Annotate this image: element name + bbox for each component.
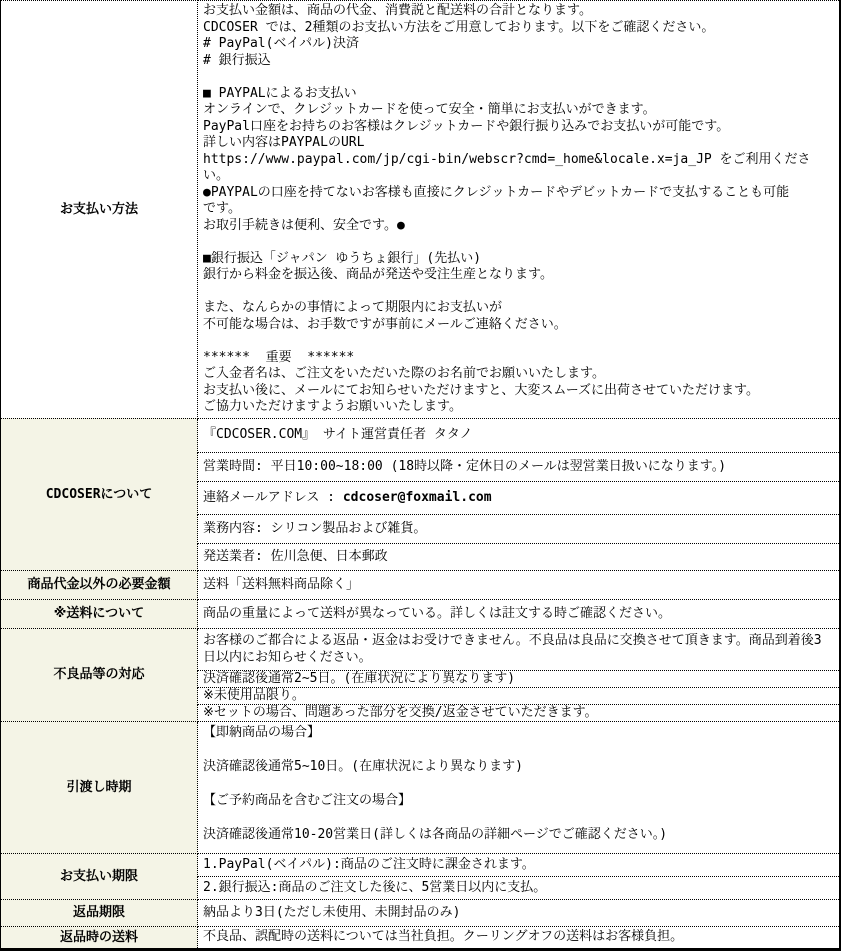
delivery-time-details [198,721,841,853]
row-header-delivery-time: 引渡し時期 [1,721,198,853]
text-line [203,809,834,826]
contact-email-row [198,481,841,514]
email-address: cdcoser@foxmail.com [342,489,492,505]
row-header-about-cdcoser: CDCOSERについて [1,418,198,570]
text-line: # 銀行振込 [203,52,271,68]
text-line: 決済確認後通常10-20営業日(詳しくは各商品の詳細ページでご確認ください。) [203,826,668,842]
text-line [203,333,834,350]
text-line: お支払い後に、メールにてお知らせいただけますと、大変スムーズに出荷させていただけます。 [203,382,760,398]
text-line: オンラインで、クレジットカードを使って安全・簡単にお支払いができます。 [203,102,656,117]
text-line: 決済確認後通常5~10日。(在庫状況により異なります) [203,758,523,774]
row-header-return-shipping: 返品時の送料 [1,926,198,949]
defective-policy-returns: お客様のご都合による返品・返金はお受けできません。不良品は良品に交換させて頂きます。商品到着後3日以内にお知らせください。 [198,628,841,670]
text-line: 銀行から料金を振込後、商品が発送や受注生産となります。 [203,267,553,282]
text-line [203,741,834,758]
extra-fees-detail: 送料「送料無料商品除く」 [198,570,841,599]
text-line: ■銀行振込「ジャパン ゆうちょ銀行」(先払い) [203,250,482,266]
text-line: # PayPal(ベイパル)決済 [203,36,360,51]
text-line: 不可能な場合は、お手数ですが事前にメールご連絡ください。 [203,316,567,332]
row-header-payment-deadline: お支払い期限 [1,853,198,899]
row-header-extra-fees: 商品代金以外の必要金額 [1,570,198,599]
text-line: 【即納商品の場合】 [203,724,321,740]
text-line: また、なんらかの事情によって期限内にお支払いが [203,300,503,315]
return-deadline-detail: 納品より3日(ただし未使用、未開封品のみ) [198,899,841,926]
text-line: ●PAYPALの口座を持てないお客様も直接にクレジットカードやデビットカードで支払することも可能 [203,184,790,200]
payment-method-details [198,1,841,419]
text-line: ■ PAYPALによるお支払い [203,85,357,101]
text-line: CDCOSER では、2種類のお支払い方法をご用意しております。以下をご確認ください。 [203,19,715,35]
row-header-return-deadline: 返品期限 [1,899,198,926]
defective-policy-exchange-time: 決済確認後通常2~5日。(在庫状況により異なります) [198,670,841,687]
text-line: お支払い金額は、商品の代金、消費説と配送料の合計となります。 [203,3,592,18]
contact-email-label: 連絡メールアドレス : [203,489,343,505]
shipping-carriers: 発送業者: 佐川急便、日本郵政 [198,543,841,570]
payment-deadline-bank: 2.銀行振込:商品のご注文した後に、5営業日以内に支払。 [198,876,841,899]
text-line: https://www.paypal.com/jp/cgi-bin/webscr?cmd=_home&locale.x=ja_JP をご利用ください。 [203,151,811,183]
payment-deadline-paypal: 1.PayPal(ベイパル):商品のご注文時に課金されます。 [198,853,841,876]
defective-policy-set-items: ※セットの場合、問題あった部分を交換/返金させていただきます。 [198,704,841,721]
row-header-defective-items: 不良品等の対応 [1,628,198,721]
shipping-fee-detail: 商品の重量によって送料が異なっている。詳しくは註文する時ご確認ください。 [198,599,841,628]
text-line [203,69,834,86]
text-line: ご協力いただけますようお願いいたします。 [203,399,462,414]
text-line: ****** 重要 ****** [203,349,355,365]
defective-policy-unused-only: ※未使用品限り。 [198,687,841,704]
text-line: 【ご予約商品を含むご注文の場合】 [203,792,412,808]
text-line: お取引手続きは便利、安全です。● [203,217,405,233]
business-hours: 営業時間: 平日10:00~18:00 (18時以降・定休日のメールは翌営業日扱いになります。) [198,452,841,481]
text-line: です。 [203,201,241,216]
business-description: 業務内容: シリコン製品および雑貨。 [198,514,841,543]
site-operator: 『CDCOSER.COM』 サイト運営責任者 タタノ [198,418,841,452]
return-shipping-detail: 不良品、誤配時の送料については当社負担。クーリングオフの送料はお客様負担。 [198,926,841,949]
text-line [203,234,834,251]
text-line: ご入金者名は、ご注文をいただいた際のお名前でお願いいたします。 [203,366,605,381]
text-line [203,775,834,792]
row-header-payment-method: お支払い方法 [1,1,198,419]
text-line [203,284,834,301]
row-header-shipping-fee-note: ※送料について [1,599,198,628]
text-line: PayPal口座をお持ちのお客様はクレジットカードや銀行振り込みでお支払いが可能です。 [203,118,730,134]
text-line: 詳しい内容はPAYPALのURL [203,135,365,150]
